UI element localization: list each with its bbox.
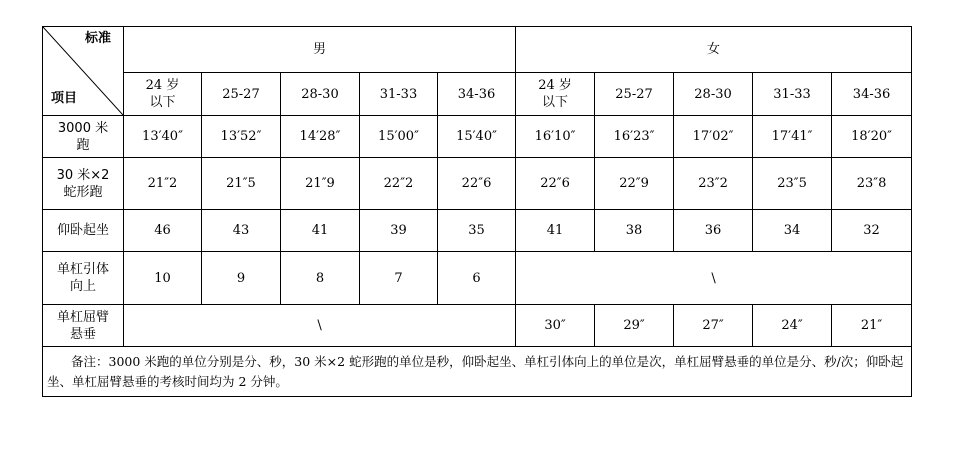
age-group-cell: 25-27: [595, 73, 674, 116]
table-cell: 22″2: [360, 158, 438, 210]
corner-cell: [43, 27, 124, 116]
table-cell: 43: [202, 210, 281, 252]
table-cell: 35: [438, 210, 516, 252]
standards-table: [42, 26, 912, 397]
table-cell: 17′02″: [674, 116, 753, 158]
table-row-pullups: [43, 252, 912, 305]
table-cell: 32: [832, 210, 912, 252]
table-cell: 21″: [832, 305, 912, 347]
table-cell: 16′10″: [516, 116, 595, 158]
table-cell: 15′00″: [360, 116, 438, 158]
age-group-cell: 28-30: [674, 73, 753, 116]
table-cell: 46: [124, 210, 202, 252]
table-cell: 22″6: [516, 158, 595, 210]
table-cell: 8: [281, 252, 360, 305]
not-applicable-cell: \: [124, 305, 516, 347]
corner-standard-label: 标准: [84, 31, 111, 46]
age-group-cell: 31-33: [360, 73, 438, 116]
table-cell: 30″: [516, 305, 595, 347]
table-cell: 27″: [674, 305, 753, 347]
male-header: 男: [124, 27, 516, 73]
table-cell: 41: [281, 210, 360, 252]
table-cell: 23″8: [832, 158, 912, 210]
table-cell: 18′20″: [832, 116, 912, 158]
age-group-cell: 34-36: [832, 73, 912, 116]
table-cell: 15′40″: [438, 116, 516, 158]
table-cell: 13′52″: [202, 116, 281, 158]
table-cell: 41: [516, 210, 595, 252]
table-cell: 23″2: [674, 158, 753, 210]
age-group-cell: 24 岁 以下: [516, 73, 595, 116]
table-row-situps: [43, 210, 912, 252]
table-cell: 36: [674, 210, 753, 252]
table-cell: 29″: [595, 305, 674, 347]
table-cell: 9: [202, 252, 281, 305]
row-label-shuttle-run: 30 米×2 蛇形跑: [43, 158, 124, 210]
table-cell: 34: [753, 210, 832, 252]
table-row-3000m: [43, 116, 912, 158]
note-row: [43, 347, 912, 397]
row-label-situps: 仰卧起坐: [43, 210, 124, 252]
table-note: 备注：3000 米跑的单位分别是分、秒，30 米×2 蛇形跑的单位是秒，仰卧起坐、单杠引体向上的单位是次，单杠屈臂悬垂的单位是分、秒/次；仰卧起坐、单杠屈臂悬垂的考核时间均为 2 分钟。: [43, 347, 912, 397]
row-label-3000m: 3000 米 跑: [43, 116, 124, 158]
not-applicable-cell: \: [516, 252, 912, 305]
table-cell: 6: [438, 252, 516, 305]
table-cell: 21″2: [124, 158, 202, 210]
age-group-cell: 28-30: [281, 73, 360, 116]
age-group-cell: 24 岁 以下: [124, 73, 202, 116]
row-label-flexed-arm-hang: 单杠屈臂 悬垂: [43, 305, 124, 347]
age-group-cell: 25-27: [202, 73, 281, 116]
table-cell: 22″6: [438, 158, 516, 210]
age-group-cell: 34-36: [438, 73, 516, 116]
table-cell: 22″9: [595, 158, 674, 210]
row-label-pullups: 单杠引体 向上: [43, 252, 124, 305]
table-cell: 23″5: [753, 158, 832, 210]
table-row-flexed-arm-hang: [43, 305, 912, 347]
table-cell: 24″: [753, 305, 832, 347]
table-row-shuttle-run: [43, 158, 912, 210]
table-cell: 14′28″: [281, 116, 360, 158]
age-header-row: [43, 73, 912, 116]
table-cell: 13′40″: [124, 116, 202, 158]
female-header: 女: [516, 27, 912, 73]
table-cell: 21″5: [202, 158, 281, 210]
table-cell: 16′23″: [595, 116, 674, 158]
table-cell: 10: [124, 252, 202, 305]
table-cell: 17′41″: [753, 116, 832, 158]
table-cell: 38: [595, 210, 674, 252]
table-cell: 21″9: [281, 158, 360, 210]
corner-item-label: 项目: [51, 91, 78, 106]
gender-header-row: [43, 27, 912, 73]
age-group-cell: 31-33: [753, 73, 832, 116]
table-cell: 7: [360, 252, 438, 305]
table-cell: 39: [360, 210, 438, 252]
